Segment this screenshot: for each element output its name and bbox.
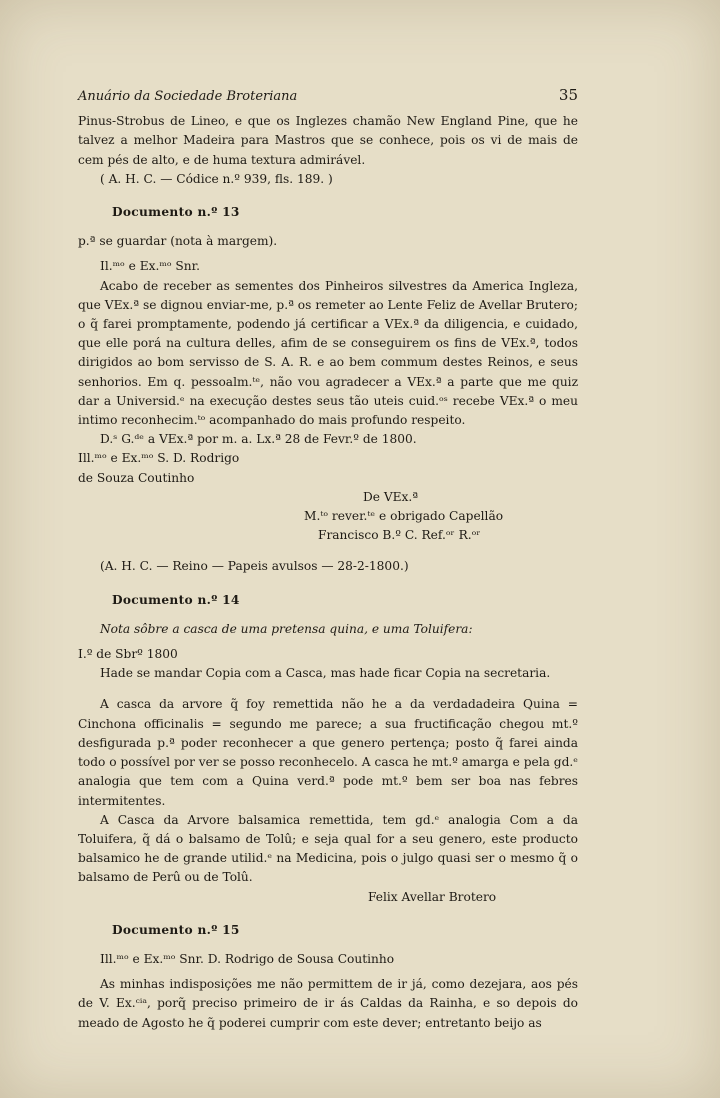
page-content bbox=[78, 86, 578, 1033]
running-head bbox=[78, 86, 578, 106]
body-14-paragraph-2: A Casca da Arvore balsamica remettida, tem gd.ᵉ analogia Com a da Toluifera, q̃ dá o balsamo de Tolû; e seja qual for a seu genero, este producto balsamico he de grande utilid.ᵉ na Medicina, pois o julgo quasi ser o mesmo q̃ o balsamo de Perû ou de Tolû. bbox=[78, 812, 578, 885]
document-13-heading: Documento n.º 13 bbox=[112, 205, 240, 220]
journal-title: Anuário da Sociedade Broteriana bbox=[78, 89, 298, 104]
note-title-14: Nota sôbre a casca de uma pretensa quina, e uma Toluifera: bbox=[100, 621, 473, 636]
body-14-paragraph-1: A casca da arvore q̃ foy remettida não he a da verdadadeira Quina = Cinchona officinalis = segundo me parece; a sua fructificação chegou mt.º desfigurada p.ª poder reconhecer a que genero pertença; posto q̃ farei ainda todo o possível por ver se posso reconhecelo. A casca he mt.º amarga e pela gd.ᵉ analogia que tem com a Quina verd.ª pode mt.º bem ser boa nas febres intermitentes. bbox=[78, 697, 578, 808]
addressee-line-2: de Souza Coutinho bbox=[78, 470, 195, 485]
reference-reino: (A. H. C. — Reino — Papeis avulsos — 28-2-1800.) bbox=[100, 559, 409, 574]
order-14: Hade se mandar Copia com a Casca, mas hade ficar Copia na secretaria. bbox=[100, 666, 551, 681]
page-number: 35 bbox=[558, 86, 578, 104]
body-15: As minhas indisposições me não permittem de ir já, como dezejara, aos pés de V. Ex.ᶜⁱᵃ, porq̃ preciso primeiro de ir ás Caldas da Rainha, e so depois do meado de Agosto he q̃ poderei cumprir com este dever; entretanto beijo as bbox=[78, 977, 578, 1030]
signature-line-2: M.ᵗᵒ rever.ᵗᵉ e obrigado Capellão bbox=[304, 509, 504, 524]
document-14-heading: Documento n.º 14 bbox=[112, 592, 240, 607]
signature-line-1: De VEx.ª bbox=[363, 489, 419, 504]
document-15-heading: Documento n.º 15 bbox=[112, 922, 240, 937]
signature-line-3: Francisco B.º C. Ref.ᵒʳ R.ᵒʳ bbox=[318, 528, 481, 543]
closing-date-13: D.ˢ G.ᵈᵉ a VEx.ª por m. a. Lx.ª 28 de Fevr.º de 1800. bbox=[100, 432, 417, 447]
marginal-note: p.ª se guardar (nota à margem). bbox=[78, 234, 278, 249]
letter-body-13: Acabo de receber as sementes dos Pinheiros silvestres da America Ingleza, que VEx.ª se dignou enviar-me, p.ª os remeter ao Lente Feliz de Avellar Brutero; o q̃ farei promptamente, podendo já certificar a VEx.ª da diligencia, e cuidado, que elle porá na cultura delles, afim de se conseguirem os fins de VEx.ª, todos dirigidos ao bom servisso de S. A. R. e ao bem commum destes Reinos, e seus senhorios. Em q. pessoalm.ᵗᵉ, não vou agradecer a VEx.ª a parte que me quiz dar a Universid.ᵉ na execução destes seus tão uteis cuid.ᵒˢ recebe VEx.ª o meu intimo reconhecim.ᵗᵒ acompanhado do mais profundo respeito. bbox=[78, 278, 578, 428]
reference-codice: ( A. H. C. — Códice n.º 939, fls. 189. ) bbox=[100, 171, 333, 186]
signer-14: Felix Avellar Brotero bbox=[368, 889, 497, 904]
salutation-15: Ill.ᵐᵒ e Ex.ᵐᵒ Snr. D. Rodrigo de Sousa Coutinho bbox=[100, 951, 395, 966]
addressee-line-1: Ill.ᵐᵒ e Ex.ᵐᵒ S. D. Rodrigo bbox=[78, 451, 240, 466]
salutation-13: Il.ᵐᵒ e Ex.ᵐᵒ Snr. bbox=[100, 259, 200, 274]
date-14: I.º de Sbrº 1800 bbox=[78, 647, 178, 662]
paragraph-pinus-strobus: Pinus-Strobus de Lineo, e que os Inglezes chamão New England Pine, que he talvez a melhor Madeira para Mastros que se conhece, pois os vi de mais de cem pés de alto, e de huma textura admirável. bbox=[78, 114, 578, 167]
